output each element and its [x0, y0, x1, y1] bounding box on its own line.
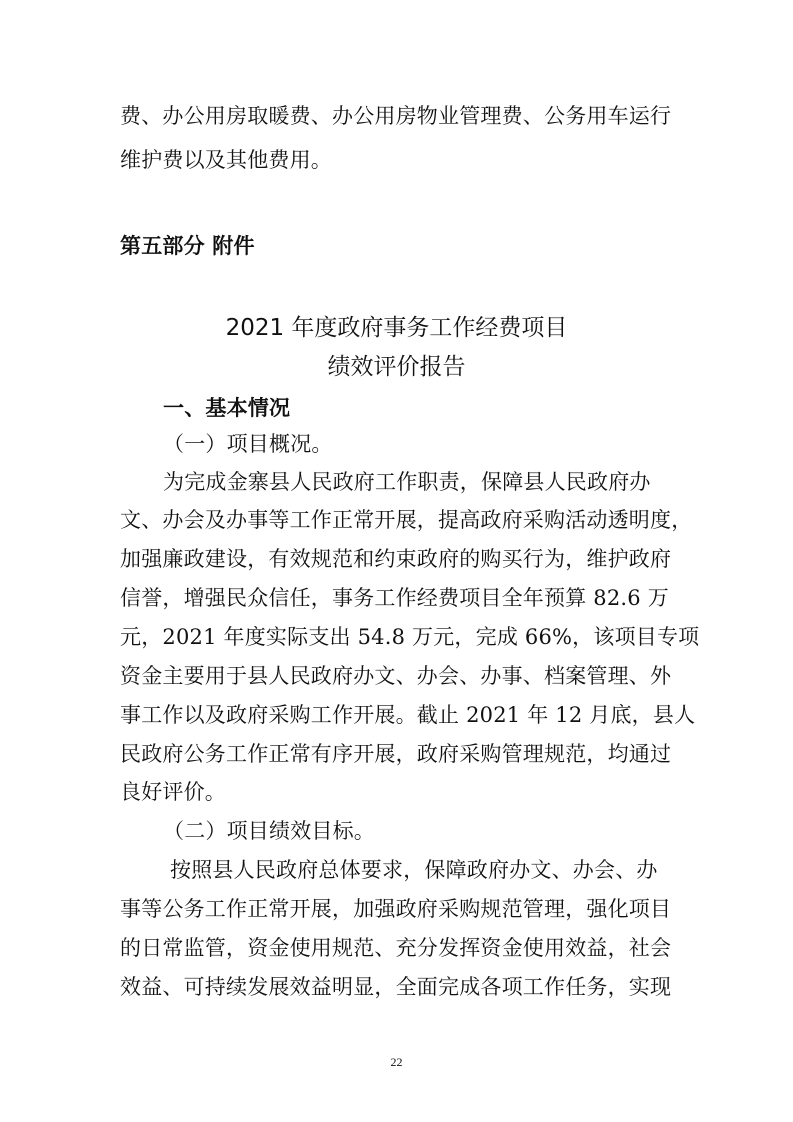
page-number: 22 [390, 1055, 403, 1069]
continuation-line-2: 维护费以及其他费用。 [120, 148, 332, 172]
paragraph1-line-4: 信誉，增强民众信任，事务工作经费项目全年预算 82.6 万 [120, 586, 669, 610]
paragraph1-line-6: 资金主要用于县人民政府办文、办会、办事、档案管理、外 [120, 664, 672, 688]
paragraph2-line-4: 效益、可持续发展效益明显，全面完成各项工作任务，实现 [120, 975, 672, 999]
paragraph1-line-8: 民政府公务工作正常有序开展，政府采购管理规范，均通过 [120, 742, 672, 766]
part-heading: 第五部分 附件 [120, 234, 255, 258]
paragraph2-line-3: 的日常监管，资金使用规范、充分发挥资金使用效益，社会 [120, 936, 672, 960]
paragraph1-line-5: 元，2021 年度实际支出 54.8 万元，完成 66%，该项目专项 [120, 625, 700, 649]
section-heading-basic-info: 一、基本情况 [163, 396, 291, 420]
subsection-heading-overview: （一）项目概况。 [163, 432, 333, 456]
paragraph1-line-9: 良好评价。 [120, 780, 226, 804]
paragraph2-line-2: 事等公务工作正常开展，加强政府采购规范管理，强化项目 [120, 897, 672, 921]
subsection-heading-targets: （二）项目绩效目标。 [163, 819, 375, 843]
paragraph1-line-1: 为完成金寨县人民政府工作职责，保障县人民政府办 [163, 470, 651, 494]
report-title-line-1: 2021 年度政府事务工作经费项目 [225, 315, 568, 341]
paragraph1-line-3: 加强廉政建设，有效规范和约束政府的购买行为，维护政府 [120, 547, 672, 571]
continuation-line-1: 费、办公用房取暖费、办公用房物业管理费、公务用车运行 [120, 104, 672, 128]
report-title-line-2: 绩效评价报告 [327, 354, 466, 380]
paragraph2-line-1: 按照县人民政府总体要求，保障政府办文、办会、办 [170, 858, 658, 882]
paragraph1-line-2: 文、办会及办事等工作正常开展，提高政府采购活动透明度， [120, 508, 693, 532]
paragraph1-line-7: 事工作以及政府采购工作开展。截止 2021 年 12 月底，县人 [120, 703, 696, 727]
